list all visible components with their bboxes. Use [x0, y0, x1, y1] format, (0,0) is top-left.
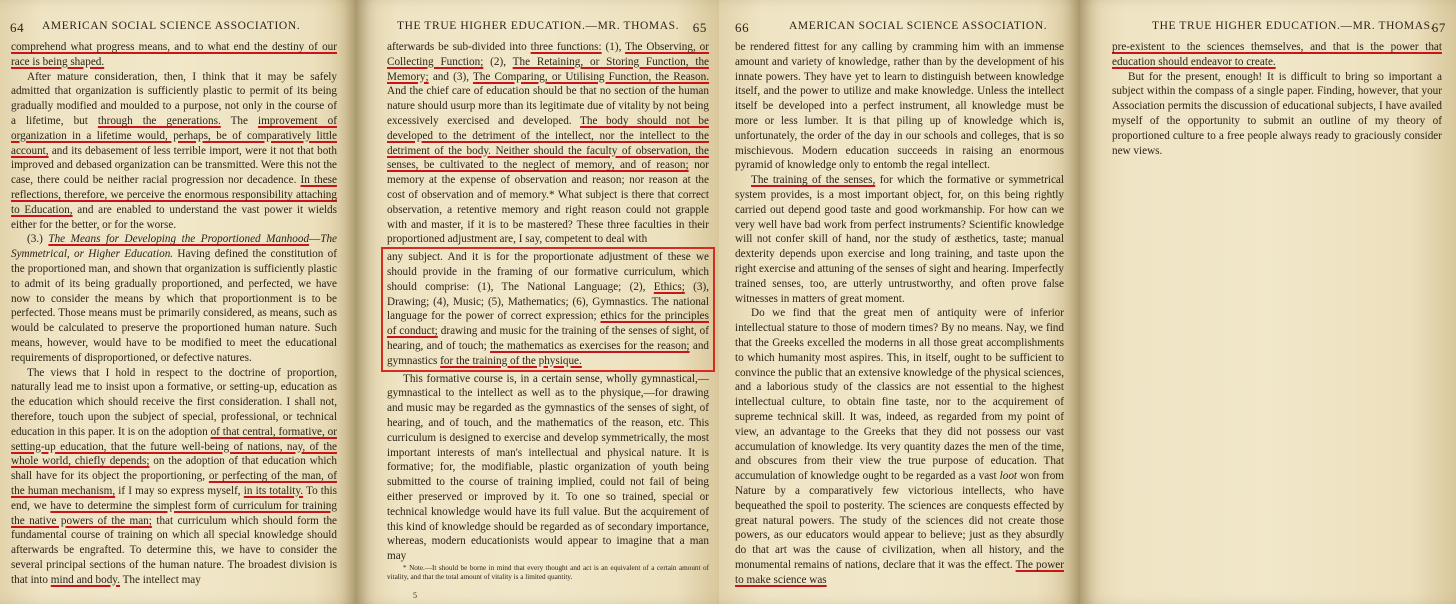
- page-number: 66: [735, 20, 750, 35]
- underlined-passage: of that central, formative, or setting-up education, that the future well-being of nations, nay, of the whole world, chiefly depends;: [11, 425, 337, 468]
- underlined-passage: The power to make science was: [735, 558, 1064, 586]
- running-header: [1080, 20, 1456, 36]
- text-run: any subject. And it is for the proportionate adjustment of these we should provide in the framing of our formative curriculum, which should comprise: (1), The National Language; (2),: [387, 251, 709, 293]
- text-run: and gymnastics: [387, 339, 710, 367]
- paragraph: [1112, 40, 1442, 70]
- text-run: nor memory at the expense of observation and reason; nor reason at the cost of observation and of memory.* What subject is there that correct observation, a retentive memory and right reason could not grapple with and master, if it is to be mastered? These three faculties in their proportioned adjustment are, I say, competent to deal with: [387, 159, 709, 246]
- running-header: [719, 20, 1080, 36]
- paragraph: [11, 232, 337, 365]
- running-head: AMERICAN SOCIAL SCIENCE ASSOCIATION.: [789, 20, 1048, 32]
- page-body: [11, 40, 337, 587]
- underlined-passage: in its totality.: [243, 484, 304, 497]
- page-65: [357, 0, 719, 604]
- underlined-passage: The Comparing, or Utilising Function, the Reason.: [472, 70, 710, 83]
- page-64: [0, 0, 357, 604]
- running-head: THE TRUE HIGHER EDUCATION.—MR. THOMAS.: [397, 20, 680, 32]
- page-body: [1112, 40, 1442, 158]
- text-run: (3.): [27, 233, 49, 246]
- text-run: afterwards be sub-divided into: [387, 41, 531, 53]
- text-run: Do we find that the great men of antiquity were of inferior intellectual stature to those of modern times? By no means. Nay, we find that the Greeks excelled the moderns in all those great accomplishments to which humanity most aspires. This, in itself, ought to be sufficient to convince the public that an extensive knowledge of the physical sciences, and a laborious study of the classics are not essential to the highest intellectual culture, to obtain fine taste, nor to the acquirement of supreme technical skill. It was, indeed, as regarded from my point of view, an advantage to the Greeks that they did not possess our vast accumulation of knowledge. Its very quantity dazes the men of the time, and obscures from their view the true purpose of education. That accumulation of knowledge ought to be regarded as a vast: [735, 307, 1064, 483]
- underlined-passage: The Retaining, or Storing Function, the Memory;: [387, 55, 709, 83]
- signature-mark: 5: [413, 590, 417, 600]
- running-head: AMERICAN SOCIAL SCIENCE ASSOCIATION.: [42, 20, 301, 32]
- underlined-passage: for the training of the physique.: [440, 354, 582, 367]
- page-number: 65: [692, 20, 707, 35]
- underlined-passage: The training of the senses,: [751, 174, 876, 187]
- text-run: drawing and music for the training of the senses of sight, of hearing, and of touch;: [387, 325, 710, 352]
- underlined-passage: The Observing, or Collecting Function;: [387, 41, 710, 68]
- text-run: The views that I hold in respect to the doctrine of proportion, naturally lead me to insist upon a formative, or setting-up, education as the education which should receive the first consideration. I shall not, therefore, touch upon the subject of special, professional, or technical education in this paper. It is on the adoption: [11, 366, 337, 438]
- paragraph: [11, 70, 337, 233]
- text-run: (1),: [601, 41, 626, 53]
- underlined-passage: comprehend what progress means, and to what end the destiny of our race is being shaped.: [11, 41, 337, 68]
- text-run: After mature consideration, then, I think that it may be safely admitted that organization is sufficiently plastic to permit of its being gradually modified and moulded to a purpose, not only in the course of a lifetime, but: [11, 70, 337, 127]
- paragraph: [735, 40, 1064, 173]
- paragraph: [387, 372, 709, 564]
- text-run: Having defined the constitution of the proportioned man, and shown that organization is sufficiently plastic to admit of its being gradually proportioned, and perfected, we have now to consider the means by which that proportionment is to be perfected. Those means must be primarily considered, as means, such as would be calculated to preserve the proportioned human nature. Such means, however, would have to be modified to meet the educational requirements of disproportioned, or defective natures.: [11, 248, 337, 364]
- text-run: on the adoption of that education which shall have for its object the proportioning,: [11, 455, 337, 483]
- text-run: This formative course is, in a certain sense, wholly gymnastical,—gymnastical to the intellect as well as to the physique,—for drawing and music may be regarded as the gymnastics of the senses of sight, of hearing, and of touch, and the mathematics of the reason, etc. This curriculum is designed to exercise and develop symmetrically, the most important interests of man's intellectual and physical nature. It is formative; for, the modifiable, plastic organization of youth being submitted to the course of training implied, could not fail of being either preserved or improved by it. To one so trained, special or technical knowledge would have its full value. But the acquirement of this kind of knowledge should be regarded as of secondary importance, whereas, modern educationists would appear to imagine that a man may: [387, 372, 709, 563]
- text-run: that curriculum which should form the fundamental course of training on which all special knowledge should afterwards be engrafted. To determine this, we have to consider the several principal sections of the human nature. The broadest division is that into: [11, 514, 337, 586]
- text-run: To this end, we: [11, 484, 337, 512]
- text-run: and (3),: [428, 70, 473, 83]
- page-number: 64: [10, 20, 25, 35]
- text-run: —: [309, 233, 321, 246]
- underlined-passage: ethics for the principles of conduct;: [387, 310, 709, 338]
- underlined-passage: through the generations.: [97, 114, 221, 127]
- page-66: [719, 0, 1080, 604]
- paragraph: [735, 306, 1064, 587]
- running-header: [0, 20, 357, 36]
- text-run: and its debasement of less terrible import, were it not that both improved and debased organization can be transmitted. Were this not the case, there could be neither racial progression nor decadence.: [11, 144, 337, 187]
- paragraph: [11, 40, 337, 70]
- footnote: * Note.—It should be borne in mind that every thought and act is an equivalent of a certain amount of vitality, and that the total amount of vitality is a limited quantity.: [387, 563, 709, 582]
- underlined-passage: The Means for Developing the Proportioned Manhood: [48, 233, 310, 246]
- paragraph: [387, 250, 709, 368]
- underlined-passage: have to determine the simplest form of curriculum for training the native powers of the man;: [11, 499, 337, 527]
- text-run: if I may so express myself,: [115, 484, 244, 497]
- running-header: [357, 20, 719, 36]
- underlined-passage: or perfecting of the man, of the human mechanism,: [11, 470, 337, 497]
- underlined-passage: mind and body.: [50, 573, 120, 586]
- underlined-passage: Ethics;: [653, 280, 685, 293]
- underlined-passage: the mathematics as exercises for the reason;: [490, 339, 690, 352]
- page-body: [735, 40, 1064, 587]
- underlined-passage: three functions:: [530, 41, 602, 53]
- page-body: [387, 40, 709, 604]
- page-number: 67: [1431, 20, 1446, 35]
- text-run: The: [220, 114, 258, 127]
- paragraph: [1112, 70, 1442, 159]
- text-run: and are enabled to understand the vast power it wields either for the better, or for the worse.: [11, 203, 337, 231]
- text-run: But for the present, enough! It is difficult to bring so important a subject within the compass of a single paper. Finding, however, that your Association permits the discussion of educational subjects, I have availed myself of the opportunity to submit an outline of my theory of proportioned culture to a free people always ready to graciously consider new views.: [1112, 70, 1442, 157]
- underlined-passage: The body should not be developed to the detriment of the intellect, nor the intellect to the detriment of the body. Neither should the faculty of observation, the senses, be cultivated to the neglect of memory, and of reason;: [387, 114, 709, 172]
- text-run: The intellect may: [119, 573, 201, 586]
- paragraph: [11, 366, 337, 588]
- underlined-passage: pre-existent to the sciences themselves, and that is the power that education should endeavor to create.: [1112, 41, 1442, 68]
- underlined-passage: In these reflections, therefore, we perceive the enormous responsibility attaching to Education,: [11, 174, 337, 216]
- text-run: loot: [999, 470, 1018, 483]
- text-run: (2),: [483, 55, 513, 68]
- page-67: [1080, 0, 1456, 604]
- running-head: THE TRUE HIGHER EDUCATION.—MR. THOMAS.: [1152, 20, 1435, 32]
- text-run: won from Nature by a comparatively few victorious intellects, who have bequeathed the spoil to posterity. The sciences are conquests effected by great natural powers. The study of the sciences did not create those powers, as our educators would appear to believe; just as they absurdly do that art was the cause of civilization, when all history, and the monumental remains of nations, declare that it was the effect.: [735, 470, 1064, 571]
- paragraph: [735, 173, 1064, 306]
- text-run: (3), Drawing; (4), Music; (5), Mathematics; (6), Gymnastics. The national language for the power of correct expression;: [387, 280, 709, 323]
- text-run: for which the formative or symmetrical system provides, is a most important object, for, on this being rightly carried out depend good taste and good workmanship. For how can we very well have bad work from perfect instruments? Scientific knowledge will not confer skill of hand, nor the study of æsthetics, taste; manual dexterity depends upon exercise and long training, and taste upon the right exercise and attuning of the senses of sight and hearing. Imperfectly trained senses, too, are utterly untrustworthy, and often prove false witnesses in matters of great moment.: [735, 174, 1064, 305]
- underlined-passage: improvement of organization in a lifetime would, perhaps, be of comparatively little account,: [11, 114, 337, 157]
- highlight-box: [381, 247, 715, 371]
- text-run: The Symmetrical, or Higher Education.: [11, 233, 338, 261]
- text-run: And the chief care of education should be that no section of the human nature should usurp more than its legitimate due of vitality by not being excessively exercised and developed.: [387, 85, 709, 127]
- paragraph: [387, 40, 709, 247]
- text-run: be rendered fittest for any calling by cramming him with an immense amount and variety of knowledge, rather than by the development of his innate powers. They have yet to learn to distinguish between knowledge itself, and the power to utilize and make knowledge. Unless the intellect itself be developed into a perfect instrument, all knowledge must be more or less lumber. It is that piling up of knowledge which is, unfortunately, the order of the day in our schools and colleges, that is so mischievous. Modern education succeeds in raising an enormous pyramid of knowledge only to entomb the regal intellect.: [735, 41, 1064, 172]
